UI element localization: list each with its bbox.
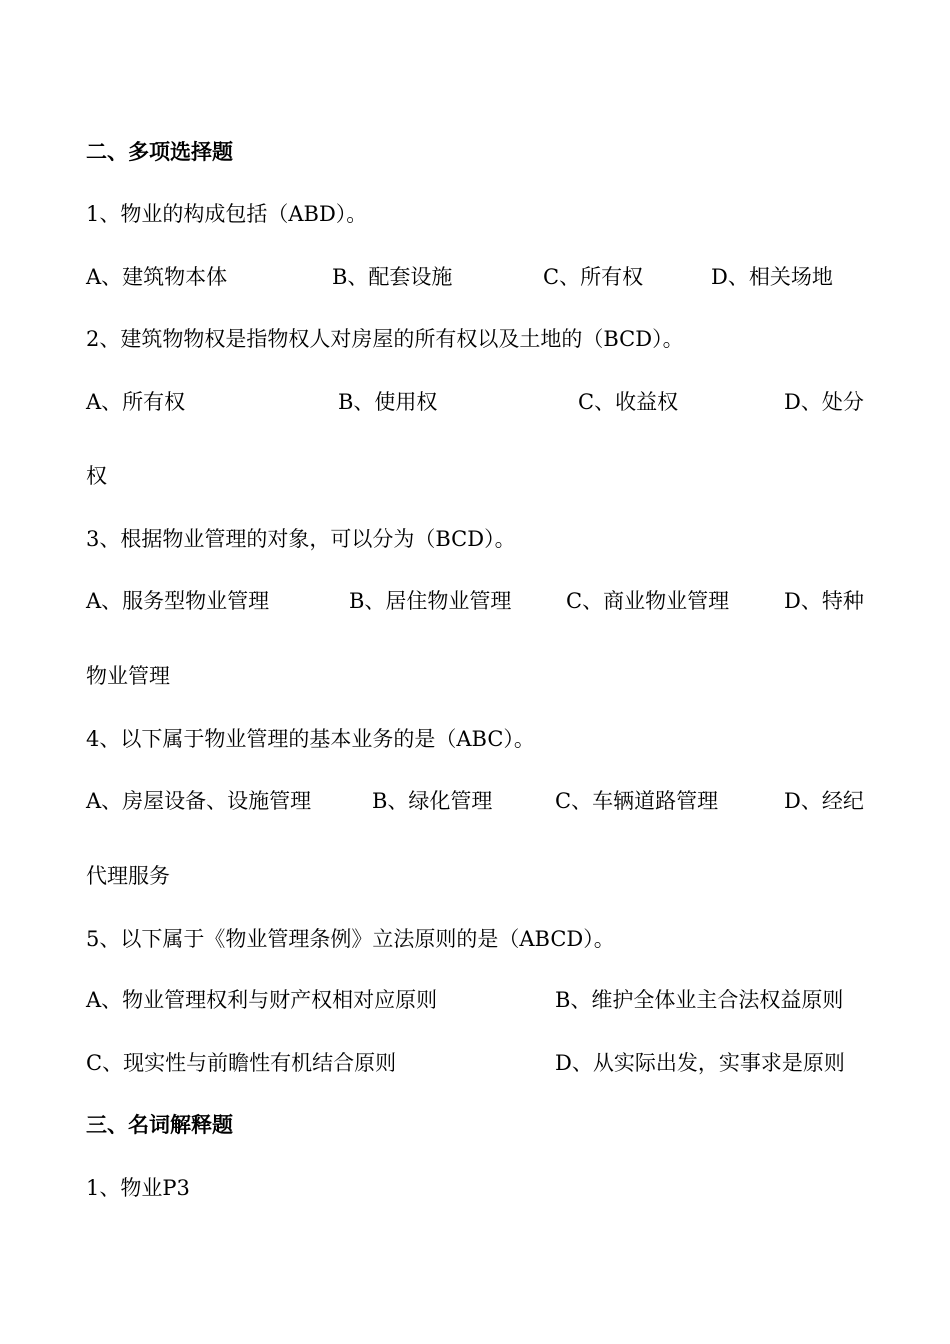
question-5-option-b: B、维护全体业主合法权益原则 — [555, 988, 844, 1012]
question-5-option-a: A、物业管理权利与财产权相对应原则 — [86, 988, 438, 1012]
question-5-stem: 5、以下属于《物业管理条例》立法原则的是（ABCD）。 — [86, 927, 615, 951]
question-1-option-a: A、建筑物本体 — [86, 265, 228, 289]
question-2-stem: 2、建筑物物权是指物权人对房屋的所有权以及土地的（BCD）。 — [86, 327, 684, 351]
question-4-option-c: C、车辆道路管理 — [555, 789, 719, 813]
question-2-option-c: C、收益权 — [578, 390, 679, 414]
question-1-option-b: B、配套设施 — [332, 265, 453, 289]
question-4-option-d: D、经纪 — [784, 789, 864, 813]
question-4-option-b: B、绿化管理 — [372, 789, 493, 813]
question-3-option-d-continued: 物业管理 — [86, 664, 170, 688]
question-3-option-c: C、商业物业管理 — [566, 589, 730, 613]
term-1: 1、物业P3 — [86, 1176, 190, 1200]
question-1-stem: 1、物业的构成包括（ABD）。 — [86, 202, 368, 226]
question-1-option-d: D、相关场地 — [711, 265, 833, 289]
section-heading-multiple-choice: 二、多项选择题 — [86, 139, 233, 164]
question-2-option-b: B、使用权 — [338, 390, 438, 414]
question-5-option-d: D、从实际出发，实事求是原则 — [555, 1051, 845, 1075]
question-2-option-a: A、所有权 — [86, 390, 186, 414]
question-4-option-d-continued: 代理服务 — [86, 864, 170, 888]
question-4-option-a: A、房屋设备、设施管理 — [86, 789, 312, 813]
question-5-option-c: C、现实性与前瞻性有机结合原则 — [86, 1051, 397, 1075]
question-2-option-d: D、处分 — [784, 390, 864, 414]
question-2-option-d-continued: 权 — [86, 464, 107, 488]
question-3-stem: 3、根据物业管理的对象，可以分为（BCD）。 — [86, 527, 516, 551]
question-3-option-d: D、特种 — [784, 589, 864, 613]
question-3-option-b: B、居住物业管理 — [349, 589, 512, 613]
question-1-option-c: C、所有权 — [543, 265, 644, 289]
question-3-option-a: A、服务型物业管理 — [86, 589, 270, 613]
question-4-stem: 4、以下属于物业管理的基本业务的是（ABC）。 — [86, 727, 535, 751]
section-heading-term-explanation: 三、名词解释题 — [86, 1112, 233, 1137]
